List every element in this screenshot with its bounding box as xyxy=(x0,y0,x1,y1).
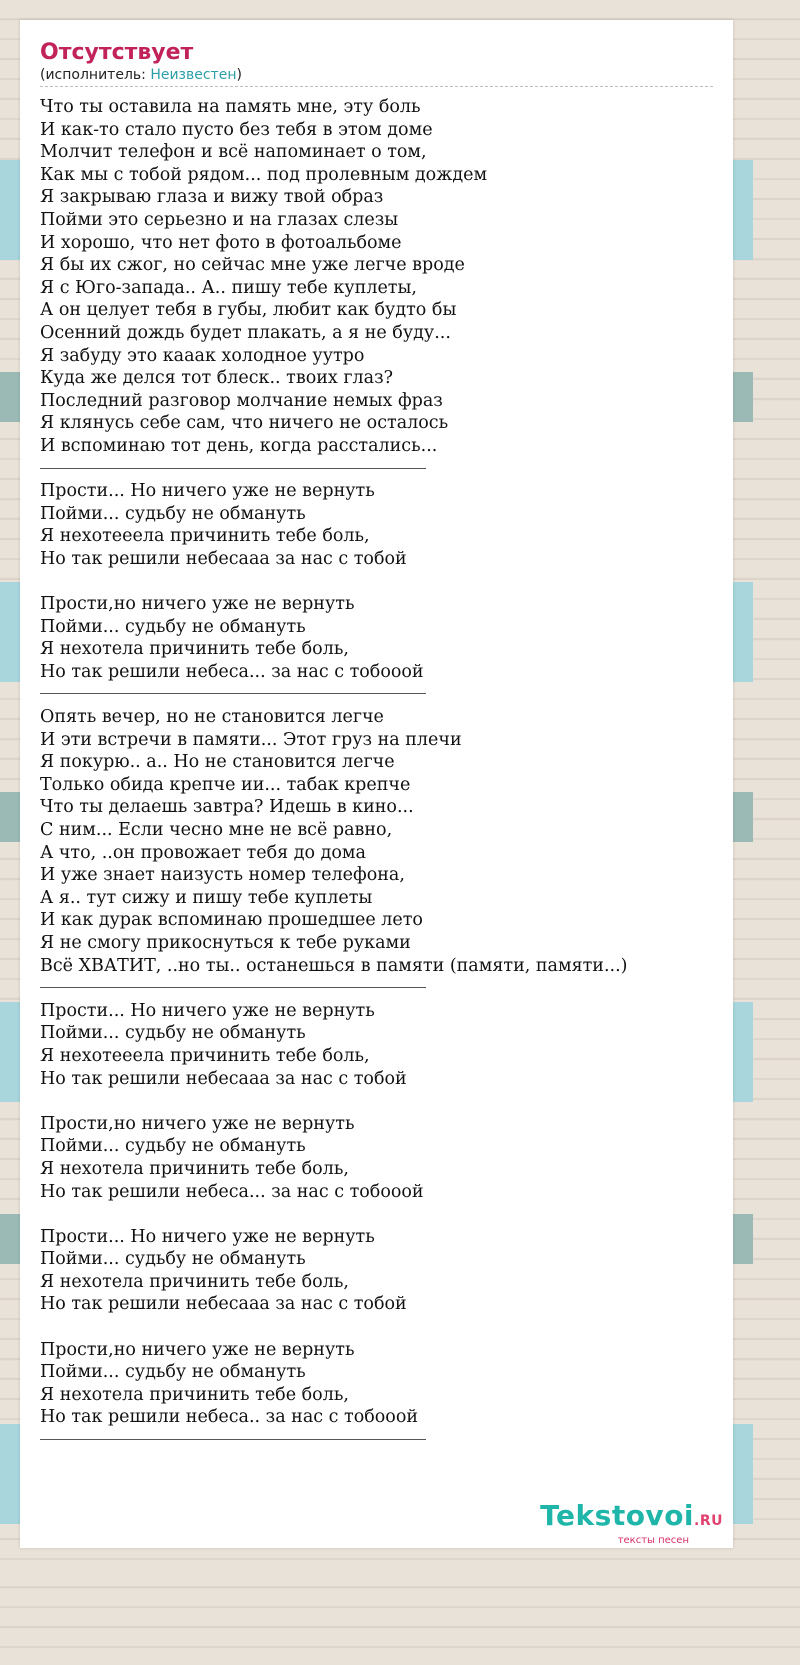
lyrics-line: Последний разговор молчание немых фраз xyxy=(40,390,443,411)
lyrics-line: И эти встречи в памяти... Этот груз на плечи xyxy=(40,729,462,750)
lyrics-line: Но так решили небесааа за нас с тобой xyxy=(40,1294,407,1315)
lyrics-line: Молчит телефон и всё напоминает о том, xyxy=(40,142,427,163)
logo-name: Tekstovoi xyxy=(540,1499,695,1532)
lyrics-line: Прости,но ничего уже не вернуть xyxy=(40,1113,355,1134)
performer-prefix: (исполнитель: xyxy=(40,67,151,83)
lyrics-line: Но так решили небеса... за нас с тобооой xyxy=(40,1181,424,1202)
lyrics-line: Осенний дождь будет плакать, а я не буду... xyxy=(40,322,451,343)
lyrics-line: Я покурю.. а.. Но не становится легче xyxy=(40,752,395,773)
lyrics-line: Я с Юго-запада.. А.. пишу тебе куплеты, xyxy=(40,277,417,298)
section-divider xyxy=(40,1439,426,1440)
song-title: Отсутствует xyxy=(40,40,194,65)
lyrics-line: Но так решили небесааа за нас с тобой xyxy=(40,1068,407,1089)
lyrics-line: Я клянусь себе сам, что ничего не осталось xyxy=(40,413,449,434)
lyrics-line: Только обида крепче ии... табак крепче xyxy=(40,774,411,795)
lyrics-line: Что ты оставила на память мне, эту боль xyxy=(40,97,421,117)
lyrics-line: И хорошо, что нет фото в фотоальбоме xyxy=(40,232,402,253)
lyrics-line: А я.. тут сижу и пишу тебе куплеты xyxy=(40,887,373,908)
lyrics-line: И как-то стало пусто без тебя в этом доме xyxy=(40,119,433,140)
lyrics-line: Я бы их сжог, но сейчас мне уже легче вроде xyxy=(40,255,465,276)
lyrics-blank-line xyxy=(40,1203,720,1226)
lyrics-line: Я забуду это кааак холодное уутро xyxy=(40,345,365,366)
lyrics-line: Прости,но ничего уже не вернуть xyxy=(40,594,355,615)
lyrics-line: Пойми... судьбу не обмануть xyxy=(40,1023,306,1044)
section-divider xyxy=(40,693,426,694)
lyrics-card xyxy=(20,20,733,1548)
lyrics-line: Я нехотееела причинить тебе боль, xyxy=(40,526,370,547)
logo-domain: .RU xyxy=(694,1513,723,1529)
logo-tagline: тексты песен xyxy=(617,1535,689,1546)
lyrics-line: И вспоминаю тот день, когда расстались... xyxy=(40,435,438,456)
lyrics-line: Пойми... судьбу не обмануть xyxy=(40,1136,306,1157)
performer-line xyxy=(40,66,713,84)
lyrics-line: Опять вечер, но не становится легче xyxy=(40,707,384,728)
lyrics-line: С ним... Если чесно мне не всё равно, xyxy=(40,820,393,840)
lyrics-line: Я нехотела причинить тебе боль, xyxy=(40,1384,349,1405)
lyrics-line: Прости... Но ничего уже не вернуть xyxy=(40,1000,375,1021)
lyrics-line: А он целует тебя в губы, любит как будто бы xyxy=(40,300,457,321)
lyrics-line: Но так решили небеса... за нас с тобооой xyxy=(40,661,424,682)
lyrics-line: Но так решили небеса.. за нас с тобооой xyxy=(40,1407,419,1428)
lyrics-line: Я не смогу прикоснуться к тебе руками xyxy=(40,932,411,953)
lyrics-blank-line xyxy=(40,570,720,593)
lyrics-line: Я закрываю глаза и вижу твой образ xyxy=(40,187,384,208)
site-logo[interactable] xyxy=(540,1501,723,1546)
lyrics-line: И как дурак вспоминаю прошедшее лето xyxy=(40,910,423,931)
lyrics-blank-line xyxy=(40,1090,720,1113)
lyrics-line: Пойми... судьбу не обмануть xyxy=(40,1362,306,1383)
lyrics-body xyxy=(40,96,720,1452)
lyrics-line: Куда же делся тот блеск.. твоих глаз? xyxy=(40,368,393,389)
lyrics-blank-line xyxy=(40,1316,720,1339)
lyrics-line: Что ты делаешь завтра? Идешь в кино... xyxy=(40,797,414,818)
lyrics-line: Пойми... судьбу не обмануть xyxy=(40,503,306,524)
lyrics-line: Пойми... судьбу не обмануть xyxy=(40,616,306,637)
lyrics-line: Как мы с тобой рядом... под пролевным дождем xyxy=(40,164,488,185)
song-header xyxy=(40,40,713,87)
lyrics-line: Прости... Но ничего уже не вернуть xyxy=(40,1226,375,1247)
lyrics-line: Прости,но ничего уже не вернуть xyxy=(40,1339,355,1360)
lyrics-line: Пойми это серьезно и на глазах слезы xyxy=(40,209,399,230)
lyrics-line: Пойми... судьбу не обмануть xyxy=(40,1249,306,1270)
lyrics-line: И уже знает наизусть номер телефона, xyxy=(40,865,405,886)
lyrics-line: Я нехотела причинить тебе боль, xyxy=(40,1271,349,1292)
lyrics-line: Я нехотела причинить тебе боль, xyxy=(40,1158,349,1179)
lyrics-line: Я нехотела причинить тебе боль, xyxy=(40,639,349,660)
lyrics-line: Я нехотееела причинить тебе боль, xyxy=(40,1045,370,1066)
lyrics-line: Всё ХВАТИТ, ..но ты.. останешься в памяти (памяти, памяти...) xyxy=(40,955,628,976)
section-divider xyxy=(40,468,426,469)
lyrics-line: Но так решили небесааа за нас с тобой xyxy=(40,548,407,569)
logo-wordmark xyxy=(540,1501,723,1536)
performer-suffix: ) xyxy=(236,67,242,83)
lyrics-line: Прости... Но ничего уже не вернуть xyxy=(40,481,375,502)
section-divider xyxy=(40,987,426,988)
lyrics-line: А что, ..он провожает тебя до дома xyxy=(40,842,366,863)
performer-link[interactable]: Неизвестен xyxy=(150,67,237,83)
